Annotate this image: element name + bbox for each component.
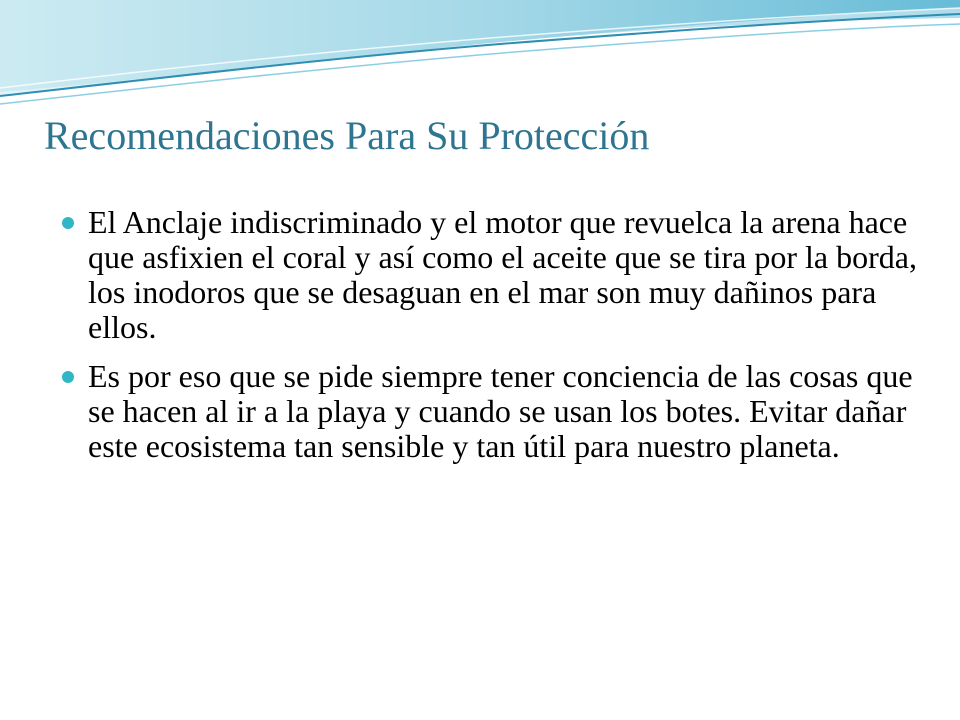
bullet-dot-icon	[62, 371, 74, 383]
slide-title: Recomendaciones Para Su Protección	[44, 113, 650, 158]
header-wave-decoration	[0, 0, 960, 120]
bullet-text: El Anclaje indiscriminado y el motor que revuelca la arena hace que asfixien el coral y así como el aceite que se tira por la borda, los inodoros que se desaguan en el mar son muy dañinos para ellos.	[88, 204, 917, 345]
bullet-item	[60, 205, 920, 345]
bullet-text: Es por eso que se pide siempre tener conciencia de las cosas que se hacen al ir a la playa y cuando se usan los botes. Evitar dañar este ecosistema tan sensible y tan útil para nuestro planeta.	[88, 358, 913, 464]
bullet-list	[60, 205, 920, 478]
bullet-item	[60, 359, 920, 464]
bullet-dot-icon	[62, 217, 74, 229]
